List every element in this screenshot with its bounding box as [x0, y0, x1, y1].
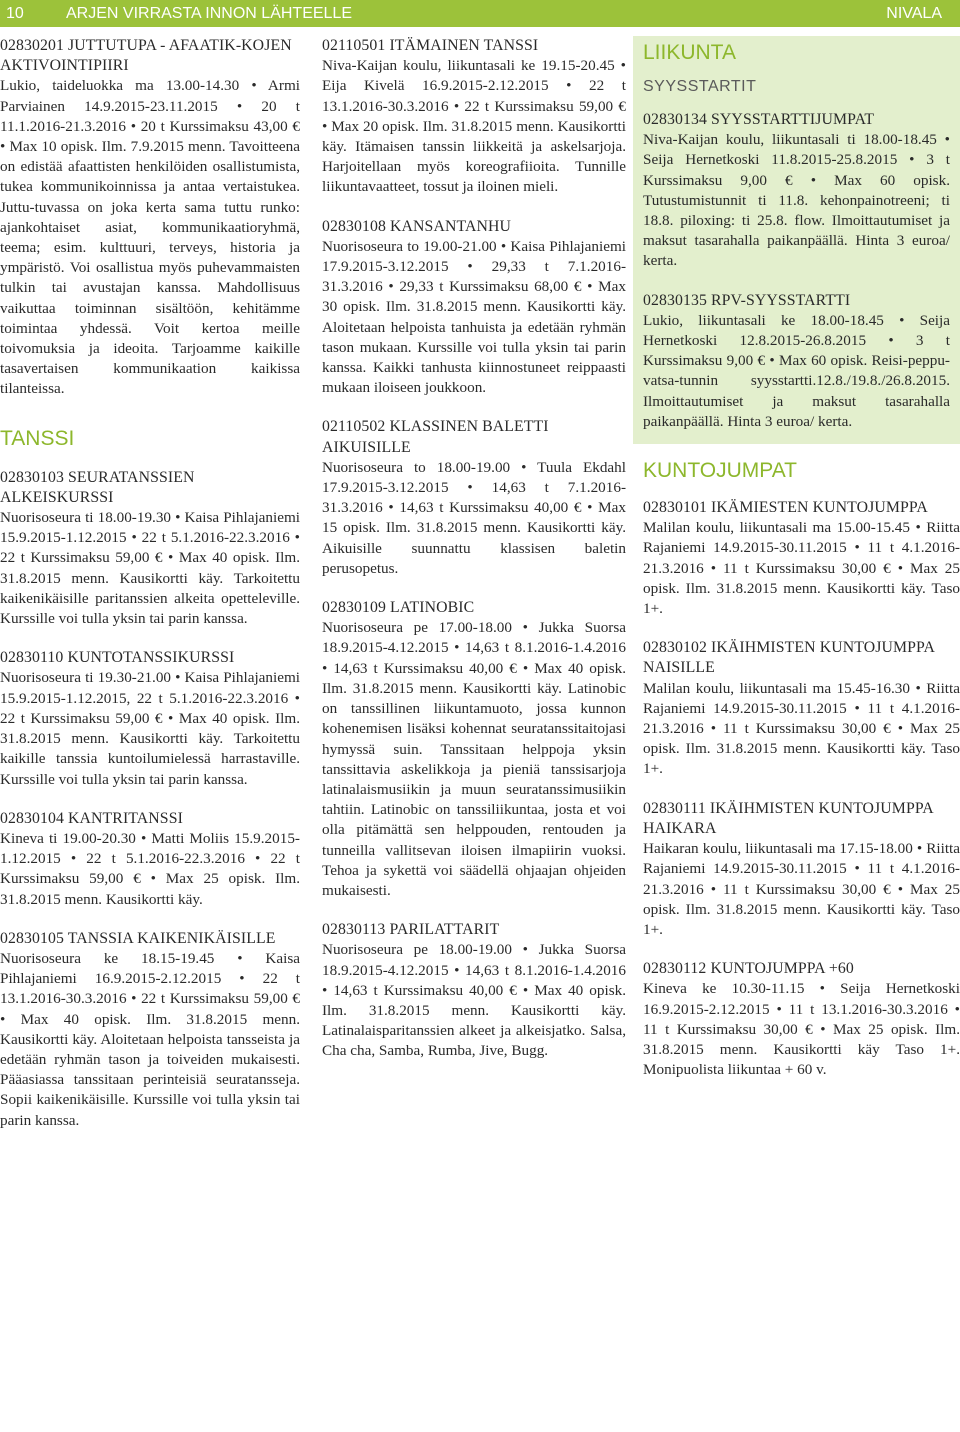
course-title: 02830135 RPV-SYYSSTARTTI: [643, 291, 851, 309]
column-3: [633, 36, 960, 1080]
course-title: 02830113 PARILATTARIT: [322, 921, 500, 939]
course-body: Malilan koulu, liikuntasali ma 15.00-15.45 • Riitta Rajaniemi 14.9.2015-30.11.2015 • 11 t 4.1.2016-21.3.2016 • 11 t Kurssimaksu 30,00 € • Max 25 opisk. Ilm. 31.8.2015 menn. Kausikortti käy. Taso 1+.: [643, 519, 960, 618]
course-title: 02830109 LATINOBIC: [322, 599, 475, 617]
course-entry: [0, 809, 300, 910]
course-entry: [643, 291, 950, 432]
course-body: Nuorisoseura pe 18.00-19.00 • Jukka Suorsa 18.9.2015-4.12.2015 • 14,63 t 8.1.2016-1.4.2016 • 14,63 t Kurssimaksu 40,00 € • Max 40 opisk. Ilm. 31.8.2015 menn. Kausikortti käy. Latinalaisparitanssien alkeet ja alkeisjatko. Salsa, Cha cha, Samba, Rumba, Jive, Bugg.: [322, 941, 626, 1060]
course-title: 02830102 IKÄIHMISTEN KUNTOJUMPPA NAISILLE: [643, 639, 935, 677]
course-body: Nuorisoseura ti 19.30-21.00 • Kaisa Pihlajaniemi 15.9.2015-1.12.2015, 22 t 5.1.2016-22.3.2016 • 22 t Kurssimaksu 59,00 € • Max 40 opisk. Ilm. 31.8.2015 menn. Kausikortti käy. Tarkoitettu kaikille tanssia kuntoilumielessä harrastaville. Kurssille voi tulla yksin tai parin kanssa.: [0, 669, 300, 788]
course-body: Nuorisoseura to 19.00-21.00 • Kaisa Pihlajaniemi 17.9.2015-3.12.2015 • 29,33 t 7.1.2016-31.3.2016 • 29,33 t Kurssimaksu 68,00 € • Max 30 opisk. Ilm. 31.8.2015 menn. Kausikortti käy. Aloitetaan helpoista tanhuista ja edetään ryhmän tason mukaan. Kurssille voi tulla yksin tai parin kanssa. Kaikki tanhusta kiinnostuneet reippaasti mukaan iloiseen joukkoon.: [322, 237, 626, 397]
column-1: [0, 36, 300, 1131]
course-entry: [322, 217, 626, 399]
course-body: Kineva ti 19.00-20.30 • Matti Moliis 15.9.2015-1.12.2015 • 22 t 5.1.2016-22.3.2016 • 22 t Kurssimaksu 59,00 € • Max 25 opisk. Ilm. 31.8.2015 menn. Kausikortti käy.: [0, 829, 300, 908]
course-body: Haikaran koulu, liikuntasali ma 17.15-18.00 • Riitta Rajaniemi 14.9.2015-30.11.2015 • 11 t 4.1.2016-21.3.2016 • 11 t Kurssimaksu 30,00 € • Max 25 opisk. Ilm. 31.8.2015 menn. Kausikortti käy. Taso 1+.: [643, 840, 960, 938]
course-title: 02830111 IKÄIHMISTEN KUNTOJUMPPA HAIKARA: [643, 799, 933, 837]
course-body: Nuorisoseura ke 18.15-19.45 • Kaisa Pihlajaniemi 16.9.2015-2.12.2015 • 22 t 13.1.2016-30.3.2016 • 22 t Kurssimaksu 59,00 € • Max 40 opisk. Ilm. 31.8.2015 menn. Kausikortti käy. Aloitetaan helpoista tansseista ja edetään ryhmän tason ja toiveiden mukaisesti. Pääasiassa tanssitaan perinteisiä seuratansseja. Sopii kaikenikäisille. Kurssille voi tulla yksin tai parin kanssa.: [0, 949, 300, 1129]
section-heading-kuntojumpat: KUNTOJUMPAT: [643, 459, 798, 483]
course-entry: [643, 498, 960, 619]
course-entry: [643, 959, 960, 1080]
course-title: 02830104 KANTRITANSSI: [0, 809, 183, 827]
course-title: 02110502 KLASSINEN BALETTI AIKUISILLE: [322, 418, 549, 456]
course-entry: [0, 36, 300, 400]
course-entry: [322, 920, 626, 1061]
course-body: Niva-Kaijan koulu, liikuntasali ke 19.15-20.45 • Eija Kivelä 16.9.2015-2.12.2015 • 22 t 13.1.2016-30.3.2016 • 22 t Kurssimaksu 59,00 € • Max 20 opisk. Ilm. 31.8.2015 menn. Kausikortti käy. Itämaisen tanssin liikkeitä ja askelsarjoja. Harjoitellaan myös koreografiioita. Tunnille liikuntavaatteet, tossut ja iloinen mieli.: [322, 57, 626, 196]
course-title: 02830105 TANSSIA KAIKENIKÄISILLE: [0, 929, 276, 947]
column-2: [322, 36, 626, 1062]
region-label: NIVALA: [886, 5, 942, 22]
course-entry: [0, 648, 300, 789]
subsection-heading-syysstartit: SYYSSTARTIT: [643, 78, 757, 95]
course-body: Kineva ke 10.30-11.15 • Seija Hernetkoski 16.9.2015-2.12.2015 • 11 t 13.1.2016-30.3.2016 • 11 t Kurssimaksu 30,00 € • Max 25 opisk. Ilm. 31.8.2015 menn. Kausikortti käy Taso 1+. Monipuolista liikuntaa + 60 v.: [643, 980, 960, 1079]
course-entry: [322, 417, 626, 579]
course-title: 02830201 JUTTUTUPA - AFAATIK-KOJEN AKTIVOINTIPIIRI: [0, 37, 292, 75]
course-body: Nuorisoseura to 18.00-19.00 • Tuula Ekdahl 17.9.2015-3.12.2015 • 14,63 t 7.1.2016-31.3.2016 • 14,63 t Kurssimaksu 40,00 € • Max 15 opisk. Ilm. 31.8.2015 menn. Kausikortti käy. Aikuisille suunnattu klassisen baletin perusopetus.: [322, 458, 626, 577]
course-title: 02830110 KUNTOTANSSIKURSSI: [0, 649, 235, 667]
course-entry: [322, 598, 626, 901]
course-body: Lukio, taideluokka ma 13.00-14.30 • Armi Parviainen 14.9.2015-23.11.2015 • 20 t 11.1.2016-21.3.2016 • 20 t Kurssimaksu 43,00 € • Max 10 opisk. Ilm. 7.9.2015 menn. Tavoitteena on edistää afaattisten henkilöiden osallistumista, tukea kommunikoinnissa ja antaa vertaistukea. Juttu-tuvassa on joka kerta sama tuttu runko: ajankohtaiset asiat, kommunikaatioryhmä, teema; esim. kulttuuri, terveys, historia ja ympäristö. Voi osallistua myös puhevammaisten tulkin tai avustajan kanssa. Mahdollisuus vaikuttaa toiminnan sisältöön, kehitämme toimintaa yhdessä. Voit kertoa meille toivomuksia ja ideoita. Tarjoamme kaikille tasavertaisen kommunikaation kaikissa tilanteissa.: [0, 77, 300, 398]
course-entry: [643, 799, 960, 940]
course-body: Niva-Kaijan koulu, liikuntasali ti 18.00-18.45 • Seija Hernetkoski 11.8.2015-25.8.2015 • 3 t Kurssimaksu 9,00 € • Max 60 opisk. Tutustumistunnit ti 11.8. kehonpainotreeni; ti 18.8. piloxing: ti 25.8. flow. Ilmoittautumiset ja maksut tasarahalla paikanpäällä. Hinta 3 euroa/ kerta.: [643, 131, 950, 270]
course-body: Nuorisoseura pe 17.00-18.00 • Jukka Suorsa 18.9.2015-4.12.2015 • 14,63 t 8.1.2016-1.4.2016 • 14,63 t Kurssimaksu 40,00 € • Max 40 opisk. Ilm. 31.8.2015 menn. Kausikortti käy. Latinobic on tanssillinen liikuntamuoto, jossa kunnon kohenemisen lisäksi kohennat seuratanssitaitojasi hymyssä suin. Tanssitaan helppoja yksin tanssittavia askelikkoja ja pieniä tanssisarjoja latinalaismusiikin ja muun seuratanssimusiikin tahtiin. Latinobic on tanssiliikuntaa, josta et voi olla pitämättä sen helppouden, rentouden ja tunneilla vallitsevan iloisen ilmapiirin vuoksi. Tehoa ja sykettä voi säädellä ohjaajan ohjeiden mukaisesti.: [322, 619, 626, 899]
course-entry: [643, 110, 950, 272]
course-title: 02830112 KUNTOJUMPPA +60: [643, 960, 854, 978]
course-title: 02830134 SYYSSTARTTIJUMPAT: [643, 111, 875, 128]
course-title: 02830108 KANSANTANHU: [322, 217, 511, 235]
course-body: Lukio, liikuntasali ke 18.00-18.45 • Seija Hernetkoski 12.8.2015-26.8.2015 • 3 t Kurssimaksu 9,00 € • Max 60 opisk. Reisi-peppu-vatsa-tunnin syysstartti.12.8./19.8./26.8.2015. Ilmoittautumiset ja maksut tasarahalla paikanpäällä. Hinta 3 euroa/ kerta.: [643, 311, 950, 430]
course-body: Nuorisoseura ti 18.00-19.30 • Kaisa Pihlajaniemi 15.9.2015-1.12.2015 • 22 t 5.1.2016-22.3.2016 • 22 t Kurssimaksu 59,00 € • Max 40 opisk. Ilm. 31.8.2015 menn. Kausikortti käy. Tarkoitettu kaikenikäisille paritanssien alkeita opetteleville. Kurssille voi tulla yksin tai parin kanssa.: [0, 509, 300, 628]
page-number: 10: [6, 5, 24, 22]
course-entry: [0, 929, 300, 1131]
syysstartit-box: [633, 36, 960, 444]
course-entry: [643, 638, 960, 779]
section-heading-liikunta: LIIKUNTA: [643, 41, 736, 64]
course-entry: [322, 36, 626, 198]
kuntojumpat-section: [633, 458, 960, 1080]
section-heading-tanssi: TANSSI: [0, 426, 75, 450]
publication-title: ARJEN VIRRASTA INNON LÄHTEELLE: [66, 5, 352, 22]
course-entry: [0, 468, 300, 630]
course-body: Malilan koulu, liikuntasali ma 15.45-16.30 • Riitta Rajaniemi 14.9.2015-30.11.2015 • 11 t 4.1.2016-21.3.2016 • 11 t Kurssimaksu 30,00 € • Max 25 opisk. Ilm. 31.8.2015 menn. Kausikortti käy. Taso 1+.: [643, 679, 960, 778]
page-header: [0, 0, 960, 27]
course-title: 02110501 ITÄMAINEN TANSSI: [322, 37, 539, 54]
course-title: 02830101 IKÄMIESTEN KUNTOJUMPPA: [643, 499, 928, 517]
course-title: 02830103 SEURATANSSIEN ALKEISKURSSI: [0, 468, 195, 506]
